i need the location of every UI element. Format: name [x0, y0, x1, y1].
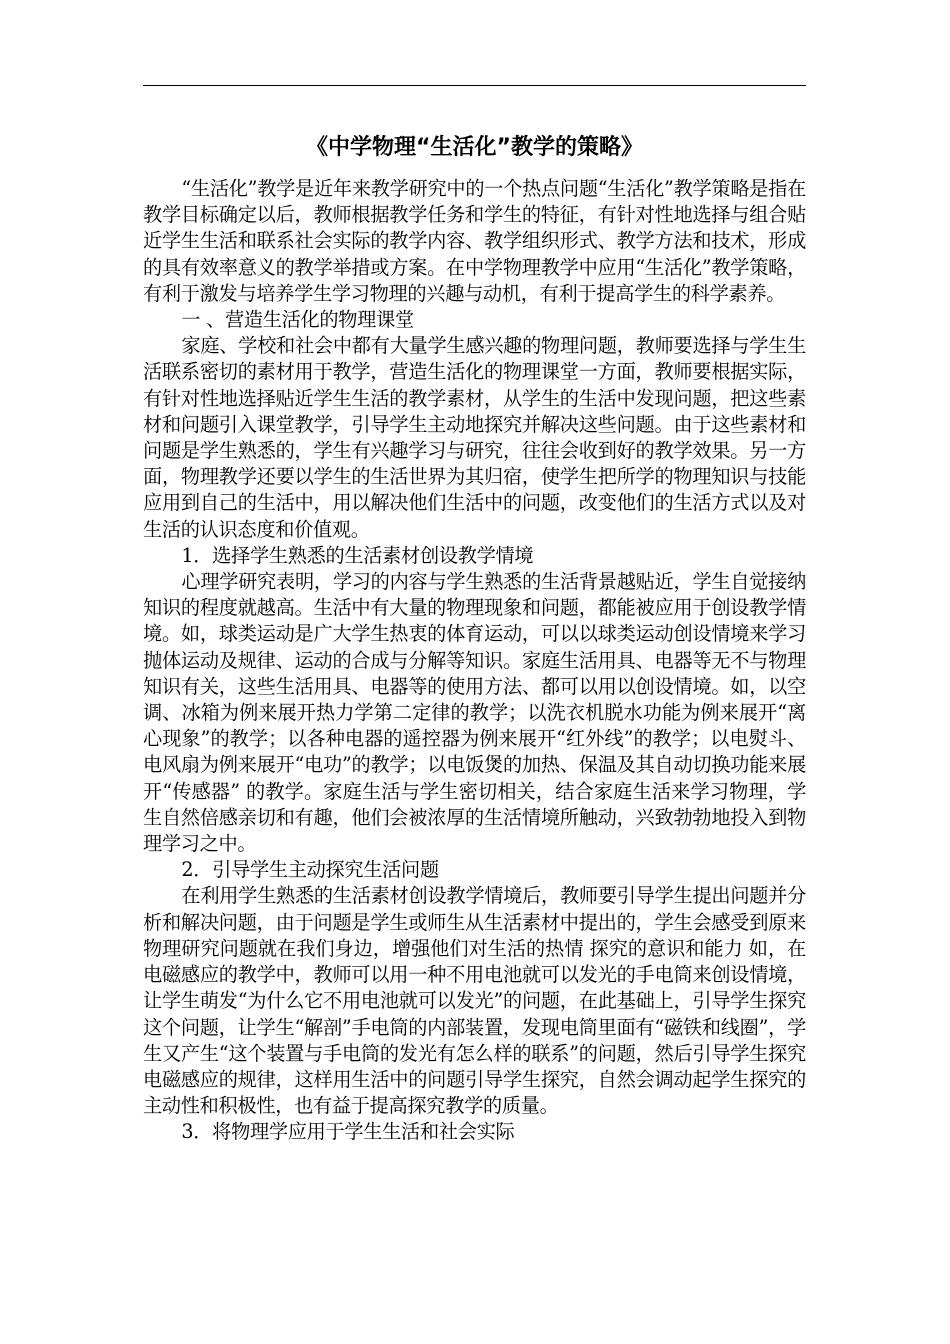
- paragraph-intro: “生活化”教学是近年来教学研究中的一个热点问题“生活化”教学策略是指在教学目标确定以后，教师根据教学任务和学生的特征，有针对性地选择与组合贴近学生生活和联系社会实际的教学内容、教学组织形式、教学方法和技术，形成的具有效率意义的教学举措或方案。在中学物理教学中应用“生活化”教学策略，有利于激发与培养学生学习物理的兴趣与动机，有利于提高学生的科学素养。: [143, 177, 806, 305]
- document-body: [143, 126, 806, 1146]
- paragraph-subsection-2: 在利用学生熟悉的生活素材创设教学情境后，教师要引导学生提出问题并分析和解决问题，由于问题是学生或师生从生活素材中提出的，学生会感受到原来物理研究问题就在我们身边，增强他们对生活的热情 探究的意识和能力 如，在电磁感应的教学中，教师可以用一种不用电池就可以发光的手电筒来创设情境，让学生萌发“为什么它不用电池就可以发光”的问题，在此基础上，引导学生探究这个问题，让学生“解剖”手电筒的内部装置，发现电筒里面有“磁铁和线圈”，学生又产生“这个装置与手电筒的发光有怎么样的联系”的问题，然后引导学生探究电磁感应的规律，这样用生活中的问题引导学生探究，自然会调动起学生探究的主动性和积极性，也有益于提高探究教学的质量。: [143, 884, 806, 1118]
- section-heading-1: 一 、营造生活化的物理课堂: [181, 308, 414, 332]
- paragraph-subsection-1: 心理学研究表明，学习的内容与学生熟悉的生活背景越贴近，学生自觉接纳知识的程度就越高。生活中有大量的物理现象和问题，都能被应用于创设教学情境。如，球类运动是广大学生热衷的体育运动，可以以球类运动创设情境来学习抛体运动及规律、运动的合成与分解等知识。家庭生活用具、电器等无不与物理知识有关，这些生活用具、电器等的使用方法、都可以用以创设情境。如，以空调、冰箱为例来展开热力学第二定律的教学；以洗衣机脱水功能为例来展开“离心现象”的教学；以各种电器的遥控器为例来展开“红外线”的教学；以电熨斗、电风扇为例来展开“电功”的教学；以电饭煲的加热、保温及其自动切换功能来展开“传感器” 的教学。家庭生活与学生密切相关，结合家庭生活来学习物理，学生自然倍感亲切和有趣，他们会被浓厚的生活情境所触动，兴致勃勃地投入到物理学习之中。: [143, 570, 806, 856]
- subsection-heading-1: 1．选择学生熟悉的生活素材创设教学情境: [181, 543, 534, 567]
- paragraph-section-1: 家庭、学校和社会中都有大量学生感兴趣的物理问题，教师要选择与学生生活联系密切的素材用于教学，营造生活化的物理课堂一方面，教师要根据实际，有针对性地选择贴近学生生活的教学素材，从学生的生活中发现问题，把这些素材和问题引入课堂教学，引导学生主动地探究并解决这些问题。由于这些素材和问题是学生熟悉的，学生有兴趣学习与研究，往往会收到好的教学效果。另一方面，物理教学还要以学生的生活世界为其归宿，使学生把所学的物理知识与技能应用到自己的生活中，用以解决他们生活中的问题，改变他们的生活方式以及对生活的认识态度和价值观。: [143, 334, 806, 541]
- header-rule: [143, 85, 806, 86]
- document-title: 《中学物理“生活化”教学的策略》: [306, 135, 643, 160]
- subsection-heading-3: 3．将物理学应用于学生生活和社会实际: [181, 1120, 515, 1144]
- subsection-heading-2: 2．引导学生主动探究生活问题: [181, 858, 439, 882]
